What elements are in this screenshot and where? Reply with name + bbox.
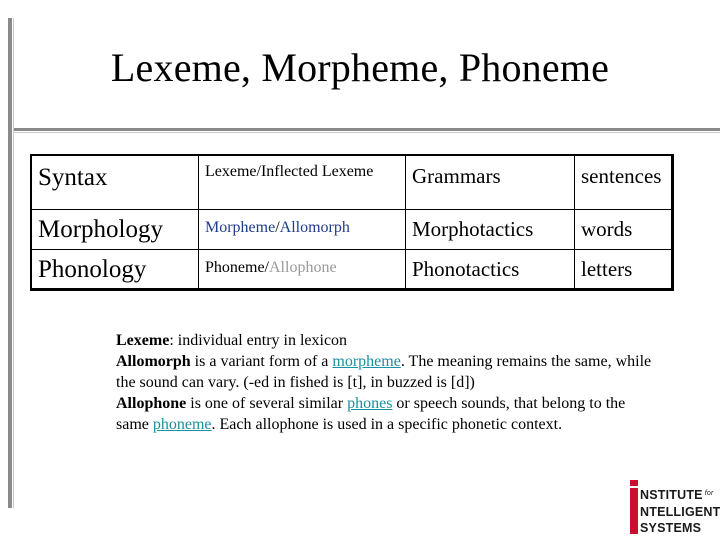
morpheme-term: Morpheme [205, 218, 276, 236]
logo-accent-bar [630, 488, 638, 534]
phones-link[interactable]: phones [347, 395, 393, 412]
logo-accent-dot [630, 480, 638, 486]
unit-separator: / [264, 258, 269, 276]
allophone-post-text: . Each allophone is used in a specific phonetic context. [211, 416, 563, 433]
logo-line-3: SYSTEMS [640, 521, 702, 535]
cell-rules: Phonotactics [406, 249, 575, 289]
title-divider [14, 128, 720, 131]
allophone-term: Allophone [116, 395, 187, 412]
unit-separator: / [275, 218, 280, 236]
cell-unit: Lexeme/Inflected Lexeme [199, 155, 406, 209]
allomorph-pre-text: is a variant form of a [190, 353, 333, 370]
morpheme-link[interactable]: morpheme [332, 353, 401, 370]
cell-output: words [575, 209, 673, 249]
allomorph-term: Allomorph [116, 353, 191, 370]
title-divider-shadow [14, 132, 720, 133]
cell-rules: Morphotactics [406, 209, 575, 249]
allophone-pre-text: is one of several similar [186, 395, 348, 412]
lexeme-def-text: : individual entry in lexicon [169, 332, 348, 349]
cell-output: sentences [575, 155, 673, 209]
cell-output: letters [575, 249, 673, 289]
table-row-morphology [31, 209, 673, 249]
linguistics-table [30, 154, 674, 291]
cell-rules: Grammars [406, 155, 575, 209]
cell-level: Phonology [31, 249, 199, 289]
cell-unit [199, 209, 406, 249]
cell-level: Syntax [31, 155, 199, 209]
phoneme-link[interactable]: phoneme [152, 416, 212, 433]
phoneme-term: Phoneme [205, 258, 265, 276]
logo-word-institute: NSTITUTE [640, 488, 703, 502]
slide-title: Lexeme, Morpheme, Phoneme [110, 45, 610, 90]
allophone-mid-text: or speech sounds, that belong to the same [116, 395, 626, 433]
definitions-block [116, 330, 656, 435]
table-row-phonology [31, 249, 673, 289]
lexeme-definition [116, 330, 656, 351]
logo-word-for: for [704, 490, 714, 497]
allomorph-term: Allomorph [279, 218, 350, 236]
allophone-term: Allophone [269, 258, 337, 276]
lexeme-term: Lexeme [116, 332, 170, 349]
logo-line-2: NTELLIGENT [640, 505, 720, 519]
table-row-syntax [31, 155, 673, 209]
logo-line-1 [640, 488, 714, 505]
cell-level: Morphology [31, 209, 199, 249]
allomorph-post-text: . The meaning remains the same, while the sound can vary. (-ed in fished is [t], in buzzed is [d]) [116, 353, 652, 391]
cell-unit [199, 249, 406, 289]
institute-logo [630, 486, 720, 536]
allomorph-definition [116, 351, 656, 393]
allophone-definition [116, 393, 656, 435]
